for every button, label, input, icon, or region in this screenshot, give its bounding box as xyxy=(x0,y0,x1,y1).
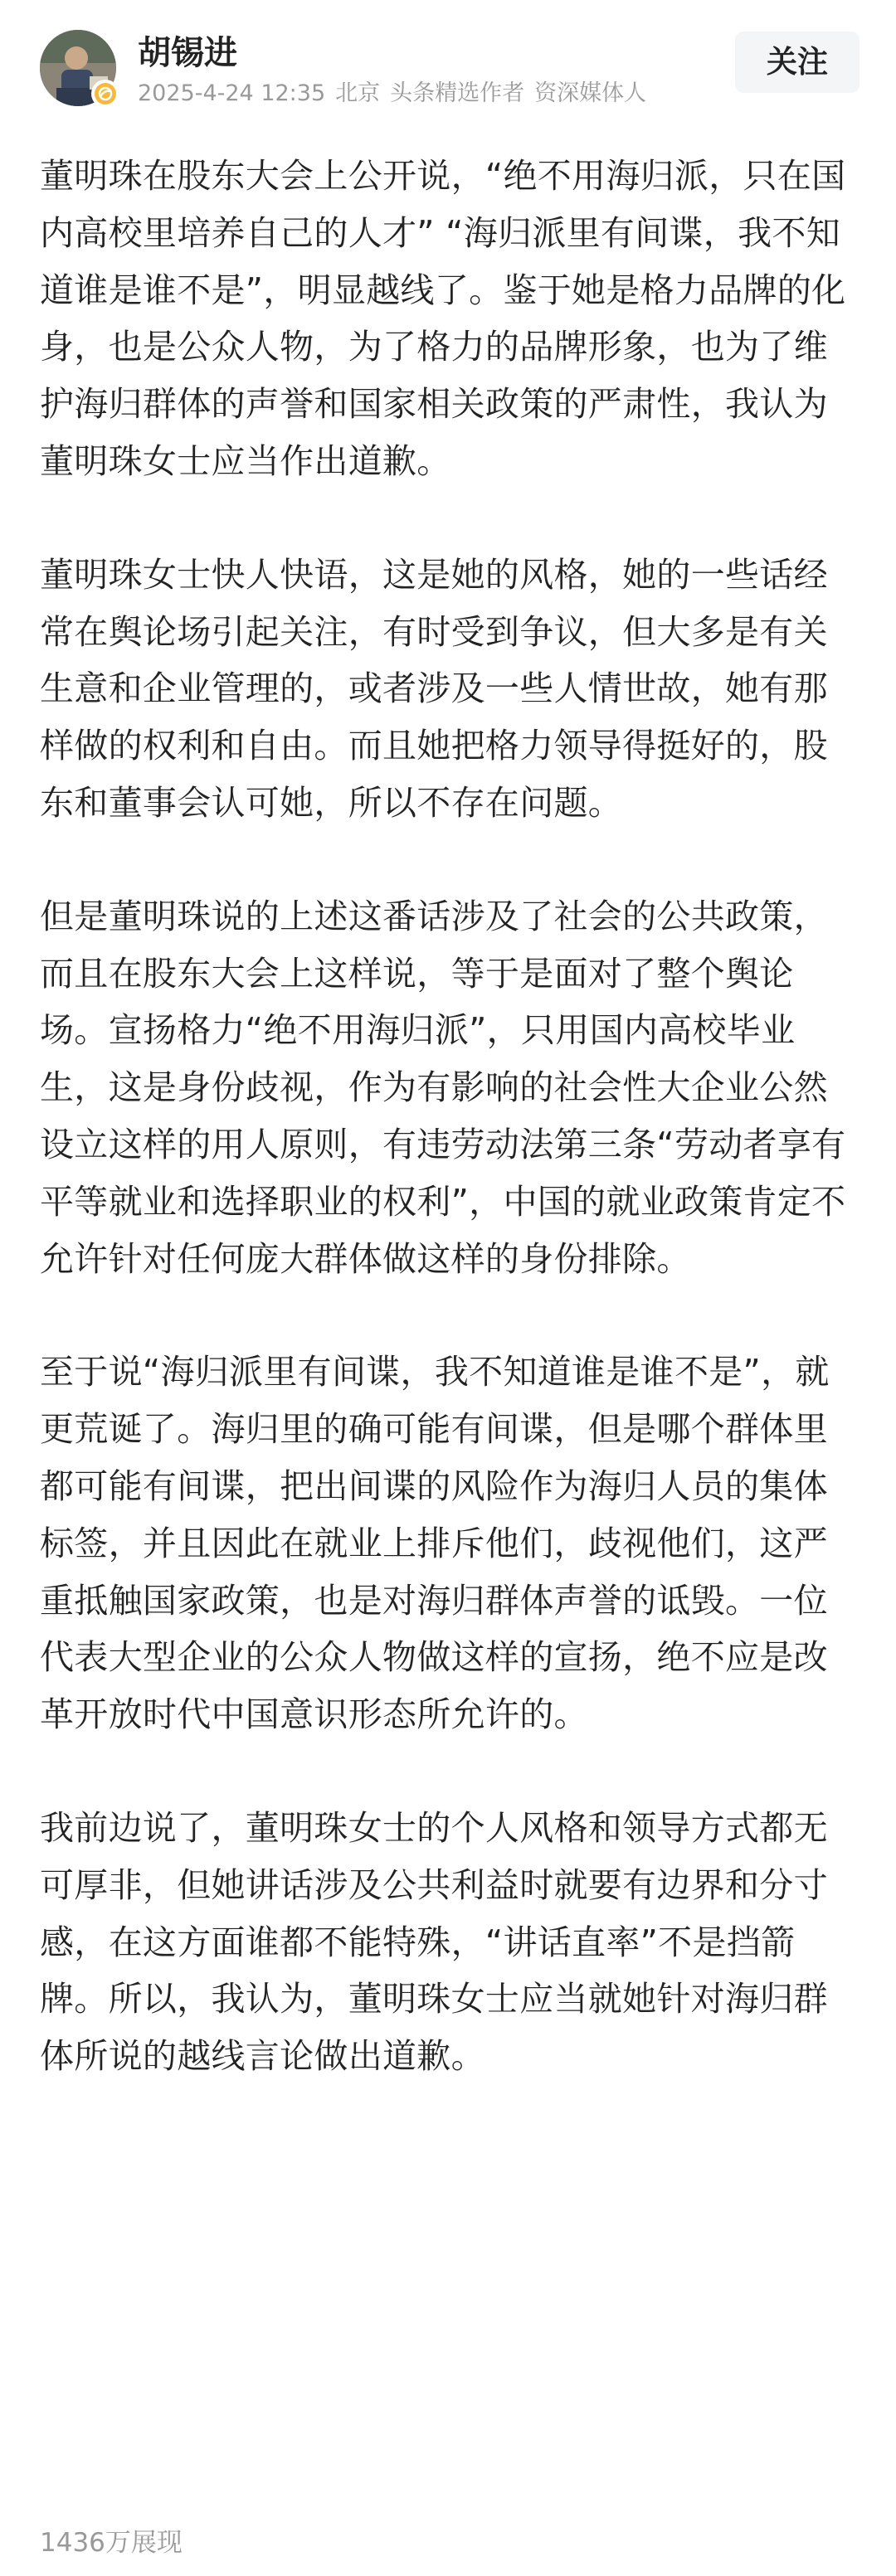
author-badge: 头条精选作者 xyxy=(390,80,525,106)
publish-location: 北京 xyxy=(335,80,381,106)
article-paragraph: 董明珠女士快人快语，这是她的风格，她的一些话经常在舆论场引起关注，有时受到争议，但大多是有关生意和企业管理的，或者涉及一些人情世故，她有那样做的权利和自由。而且她把格力领导得挺好的，股东和董事会认可她，所以不存在问题。 xyxy=(40,554,828,823)
verified-badge-icon xyxy=(91,80,119,108)
view-count: 1436万展现 xyxy=(40,2528,183,2558)
article-paragraph: 但是董明珠说的上述这番话涉及了社会的公共政策，而且在股东大会上这样说，等于是面对了整个舆论场。宣扬格力“绝不用海归派”，只用国内高校毕业生，这是身份歧视，作为有影响的社会性大企业公然设立这样的用人原则，有违劳动法第三条“劳动者享有平等就业和选择职业的权利”，中国的就业政策肯定不允许针对任何庞大群体做这样的身份排除。 xyxy=(40,896,846,1279)
follow-button[interactable]: 关注 xyxy=(735,32,859,93)
publish-date: 2025-4-24 12:35 xyxy=(138,80,326,106)
author-name[interactable]: 胡锡进 xyxy=(138,34,237,72)
article-paragraph: 董明珠在股东大会上公开说，“绝不用海归派，只在国内高校里培养自己的人才” “海归派里有间谍，我不知道谁是谁不是”，明显越线了。鉴于她是格力品牌的化身，也是公众人物，为了格力的品牌形象，也为了维护海归群体的声誉和国家相关政策的严肃性，我认为董明珠女士应当作出道歉。 xyxy=(40,156,846,481)
article-body xyxy=(40,148,861,2141)
article-paragraph: 我前边说了，董明珠女士的个人风格和领导方式都无可厚非，但她讲话涉及公共利益时就要有边界和分寸感，在这方面谁都不能特殊，“讲话直率”不是挡箭牌。所以，我认为，董明珠女士应当就她针对海归群体所说的越线言论做出道歉。 xyxy=(40,1807,828,2077)
author-title: 资深媒体人 xyxy=(534,80,647,106)
article-paragraph: 至于说“海归派里有间谍，我不知道谁是谁不是”，就更荒诞了。海归里的确可能有间谍，但是哪个群体里都可能有间谍，把出间谍的风险作为海归人员的集体标签，并且因此在就业上排斥他们，歧视他们，这严重抵触国家政策，也是对海归群体声誉的诋毁。一位代表大型企业的公众人物做这样的宣扬，绝不应是改革开放时代中国意识形态所允许的。 xyxy=(40,1352,830,1735)
article-header xyxy=(0,0,896,124)
author-meta xyxy=(138,80,656,108)
